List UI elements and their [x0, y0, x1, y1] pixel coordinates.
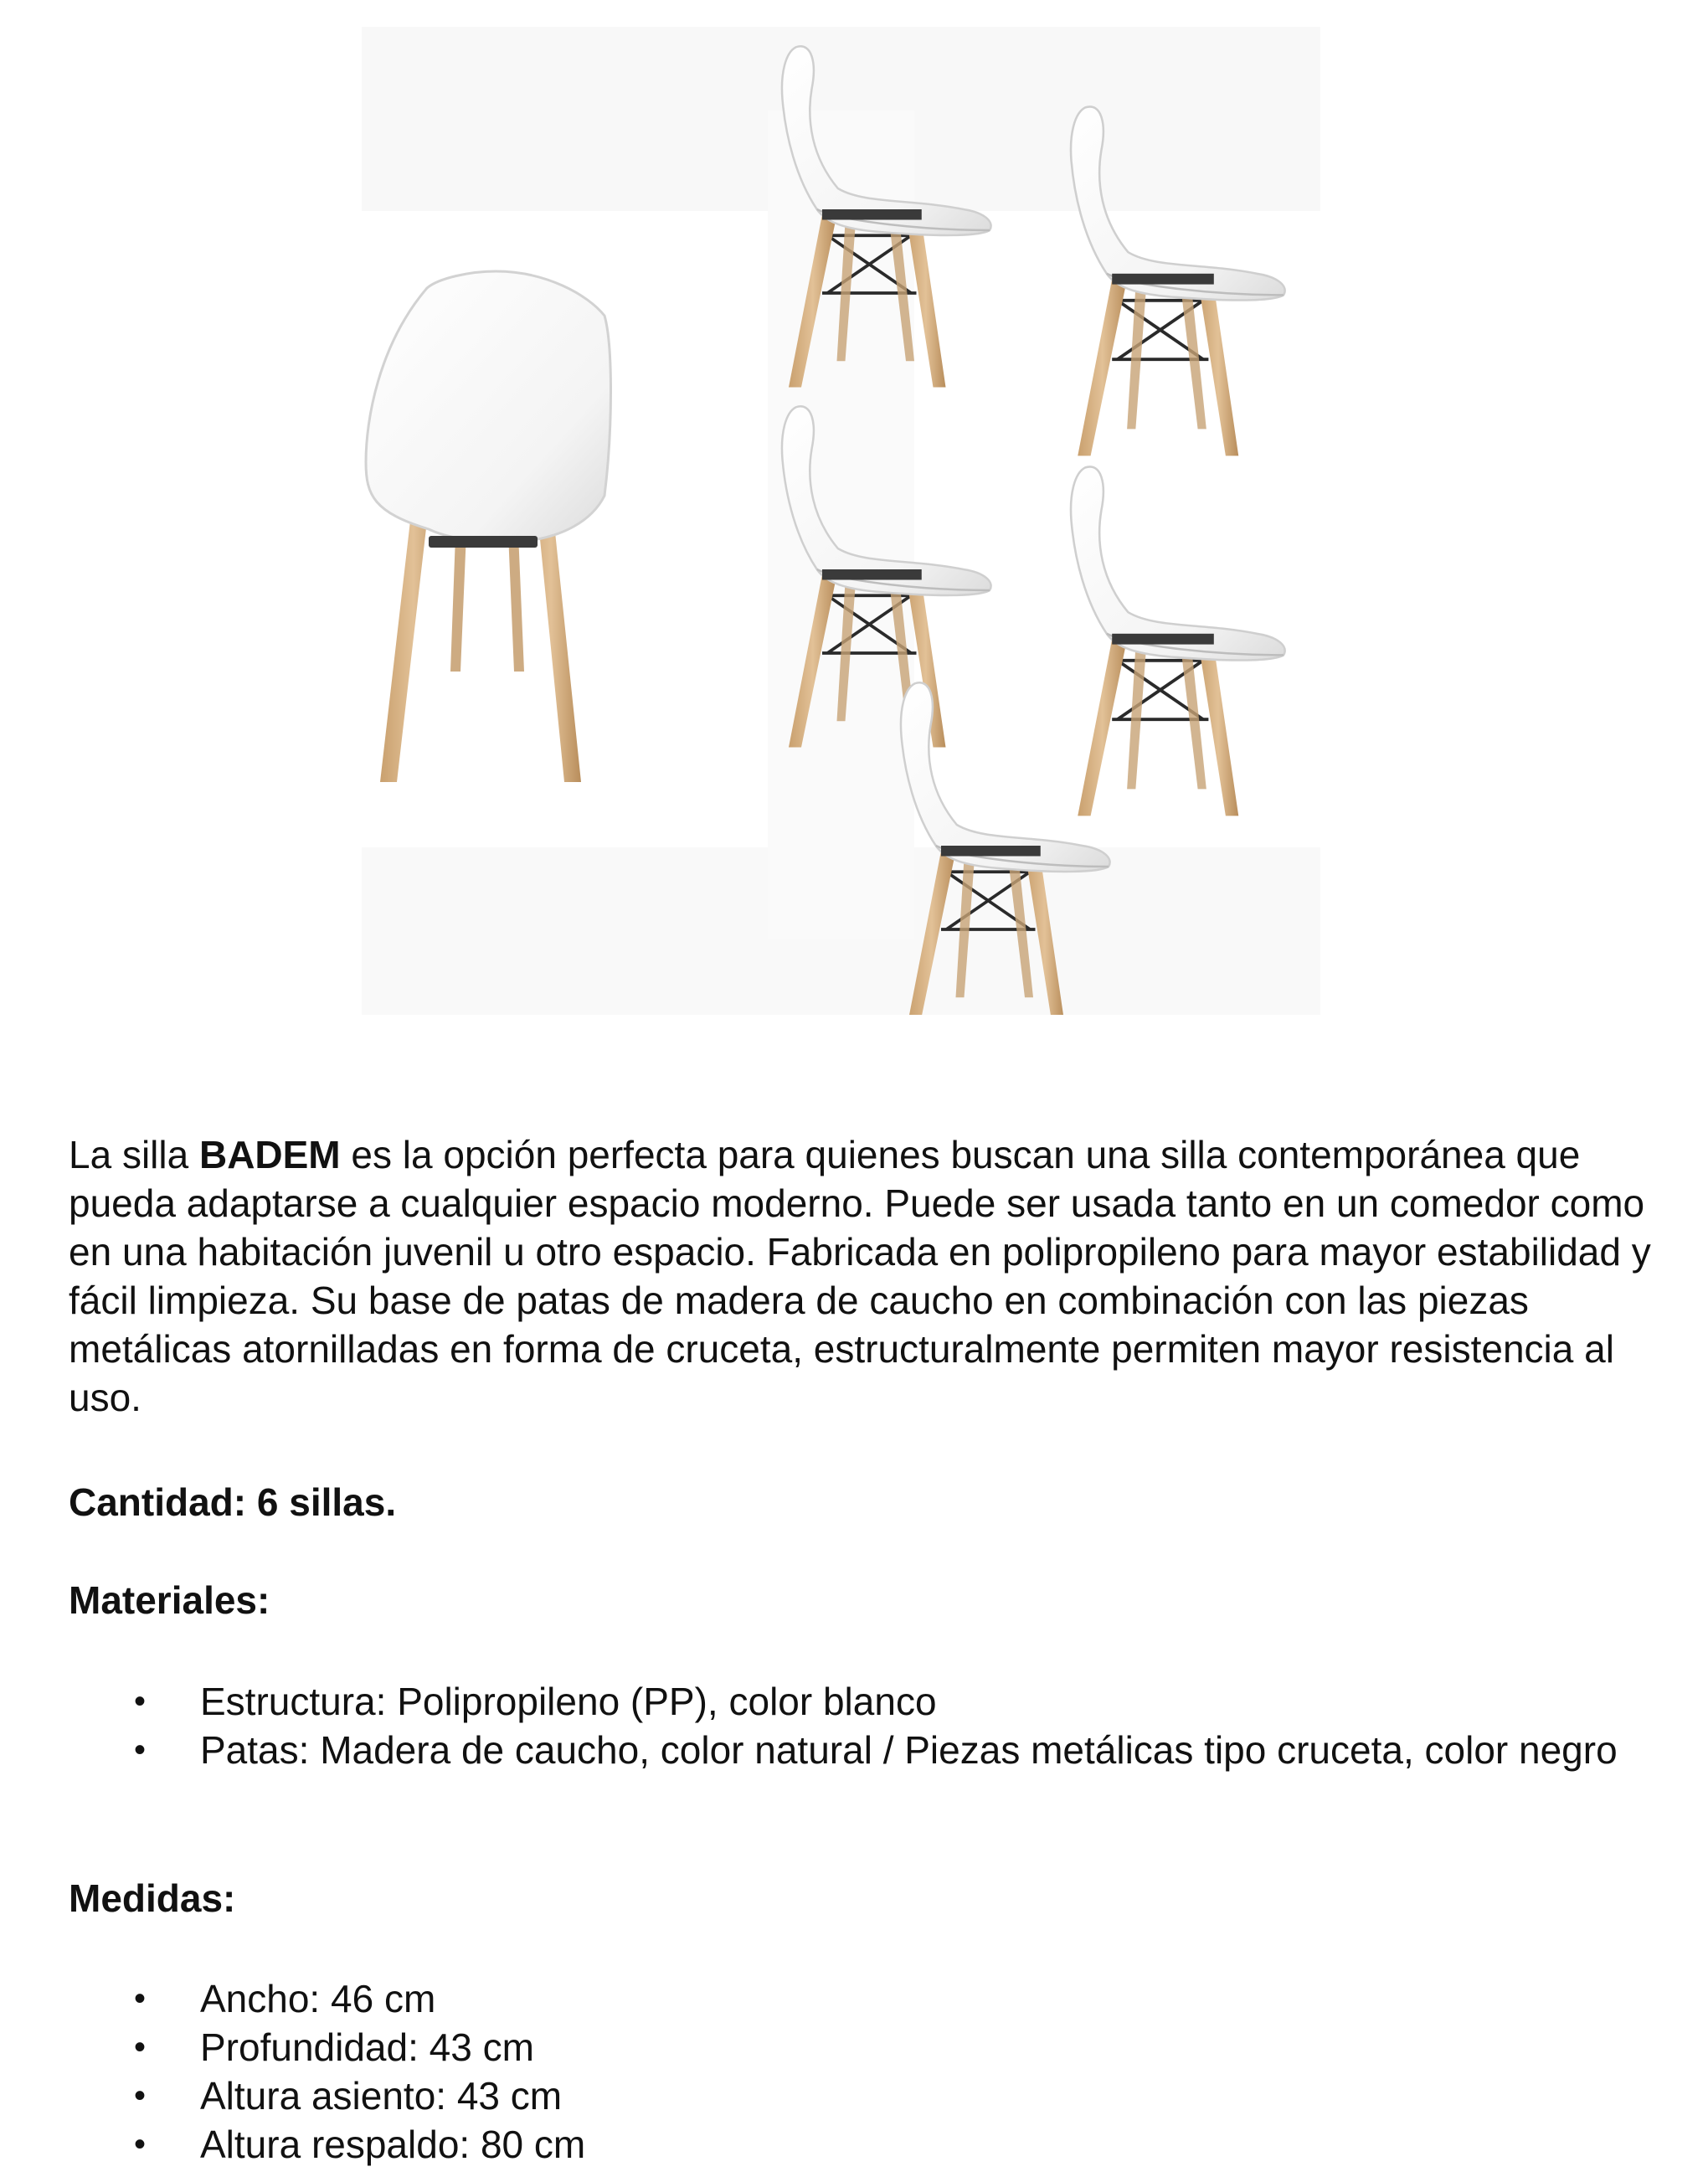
brand-name: BADEM — [198, 1133, 341, 1176]
materials-heading: Materiales: — [69, 1578, 270, 1622]
description-intro: La silla — [69, 1133, 199, 1176]
measures-heading: Medidas: — [69, 1876, 236, 1920]
product-description — [69, 1130, 1659, 1422]
list-item: • Altura asiento: 43 cm — [69, 2071, 1659, 2120]
product-image — [362, 27, 1320, 1015]
materials-list — [69, 1677, 1659, 1774]
description-body: es la opción perfecta para quienes buscan una silla contemporánea que pueda adaptarse a cualquier espacio moderno. Puede ser usada tanto en un comedor como en una habitación juvenil u otro espacio. Fabricada en polipropileno para mayor estabilidad y fácil limpieza. Su base de patas de madera de caucho en combinación con las piezas metálicas atornilladas en forma de cruceta, estructuralmente permiten mayor resistencia al uso. — [69, 1133, 1651, 1419]
measures-list — [69, 1974, 1659, 2169]
list-item: • Patas: Madera de caucho, color natural / Piezas metálicas tipo cruceta, color negro — [69, 1726, 1659, 1774]
list-item: • Altura respaldo: 80 cm — [69, 2120, 1659, 2169]
list-item: • Profundidad: 43 cm — [69, 2023, 1659, 2071]
list-item: • Ancho: 46 cm — [69, 1974, 1659, 2023]
list-item: • Estructura: Polipropileno (PP), color blanco — [69, 1677, 1659, 1726]
quantity-line: Cantidad: 6 sillas. — [69, 1480, 397, 1524]
